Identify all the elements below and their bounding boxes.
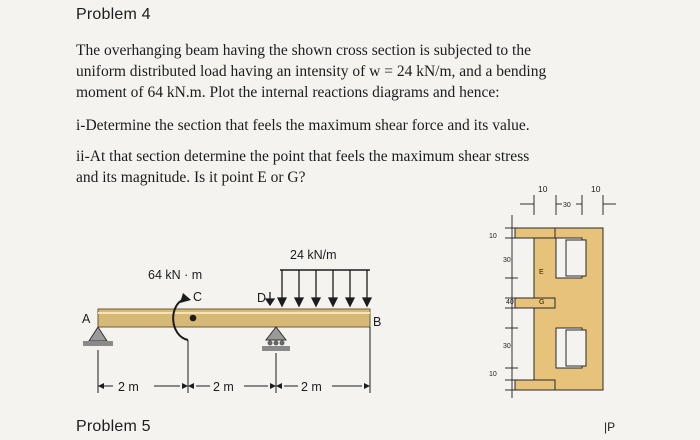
intro-line-1: The overhanging beam having the shown cross section is subjected to the bbox=[76, 42, 531, 59]
intro-line-3: moment of 64 kN.m. Plot the internal reactions diagrams and hence: bbox=[76, 84, 500, 101]
moment-label: 64 kN · m bbox=[148, 268, 203, 282]
inner-width-label: 30 bbox=[563, 202, 571, 209]
span-label-3: 2 m bbox=[301, 380, 322, 394]
question-1: i-Determine the section that feels the maximum shear force and its value. bbox=[76, 117, 530, 134]
point-a-label: A bbox=[82, 312, 91, 326]
point-c-label: C bbox=[193, 290, 203, 304]
corner-mark: |P bbox=[604, 420, 616, 434]
question-2-line-2: and its magnitude. Is it point E or G? bbox=[76, 169, 306, 186]
left-dim-5: 10 bbox=[489, 371, 497, 378]
intro-line-2: uniform distributed load having an intensity of w = 24 kN/m, and a bending bbox=[76, 63, 547, 80]
problem-4-heading: Problem 4 bbox=[76, 6, 151, 23]
problem-5-heading: Problem 5 bbox=[76, 418, 151, 435]
left-dim-3: 40 bbox=[506, 299, 514, 306]
point-e-label: E bbox=[539, 269, 544, 276]
span-label-2: 2 m bbox=[213, 380, 234, 394]
question-2-line-1: ii-At that section determine the point that feels the maximum shear stress bbox=[76, 148, 530, 165]
point-g-label: G bbox=[539, 299, 545, 306]
left-dim-2: 30 bbox=[503, 257, 511, 264]
left-dim-1: 10 bbox=[489, 233, 497, 240]
top-dim-left: 10 bbox=[538, 184, 548, 194]
point-b-label: B bbox=[373, 315, 382, 329]
left-dim-4: 30 bbox=[503, 343, 511, 350]
load-intensity-label: 24 kN/m bbox=[290, 248, 337, 262]
top-dim-right: 10 bbox=[591, 184, 601, 194]
point-d-label: D bbox=[257, 291, 267, 305]
span-label-1: 2 m bbox=[118, 380, 139, 394]
